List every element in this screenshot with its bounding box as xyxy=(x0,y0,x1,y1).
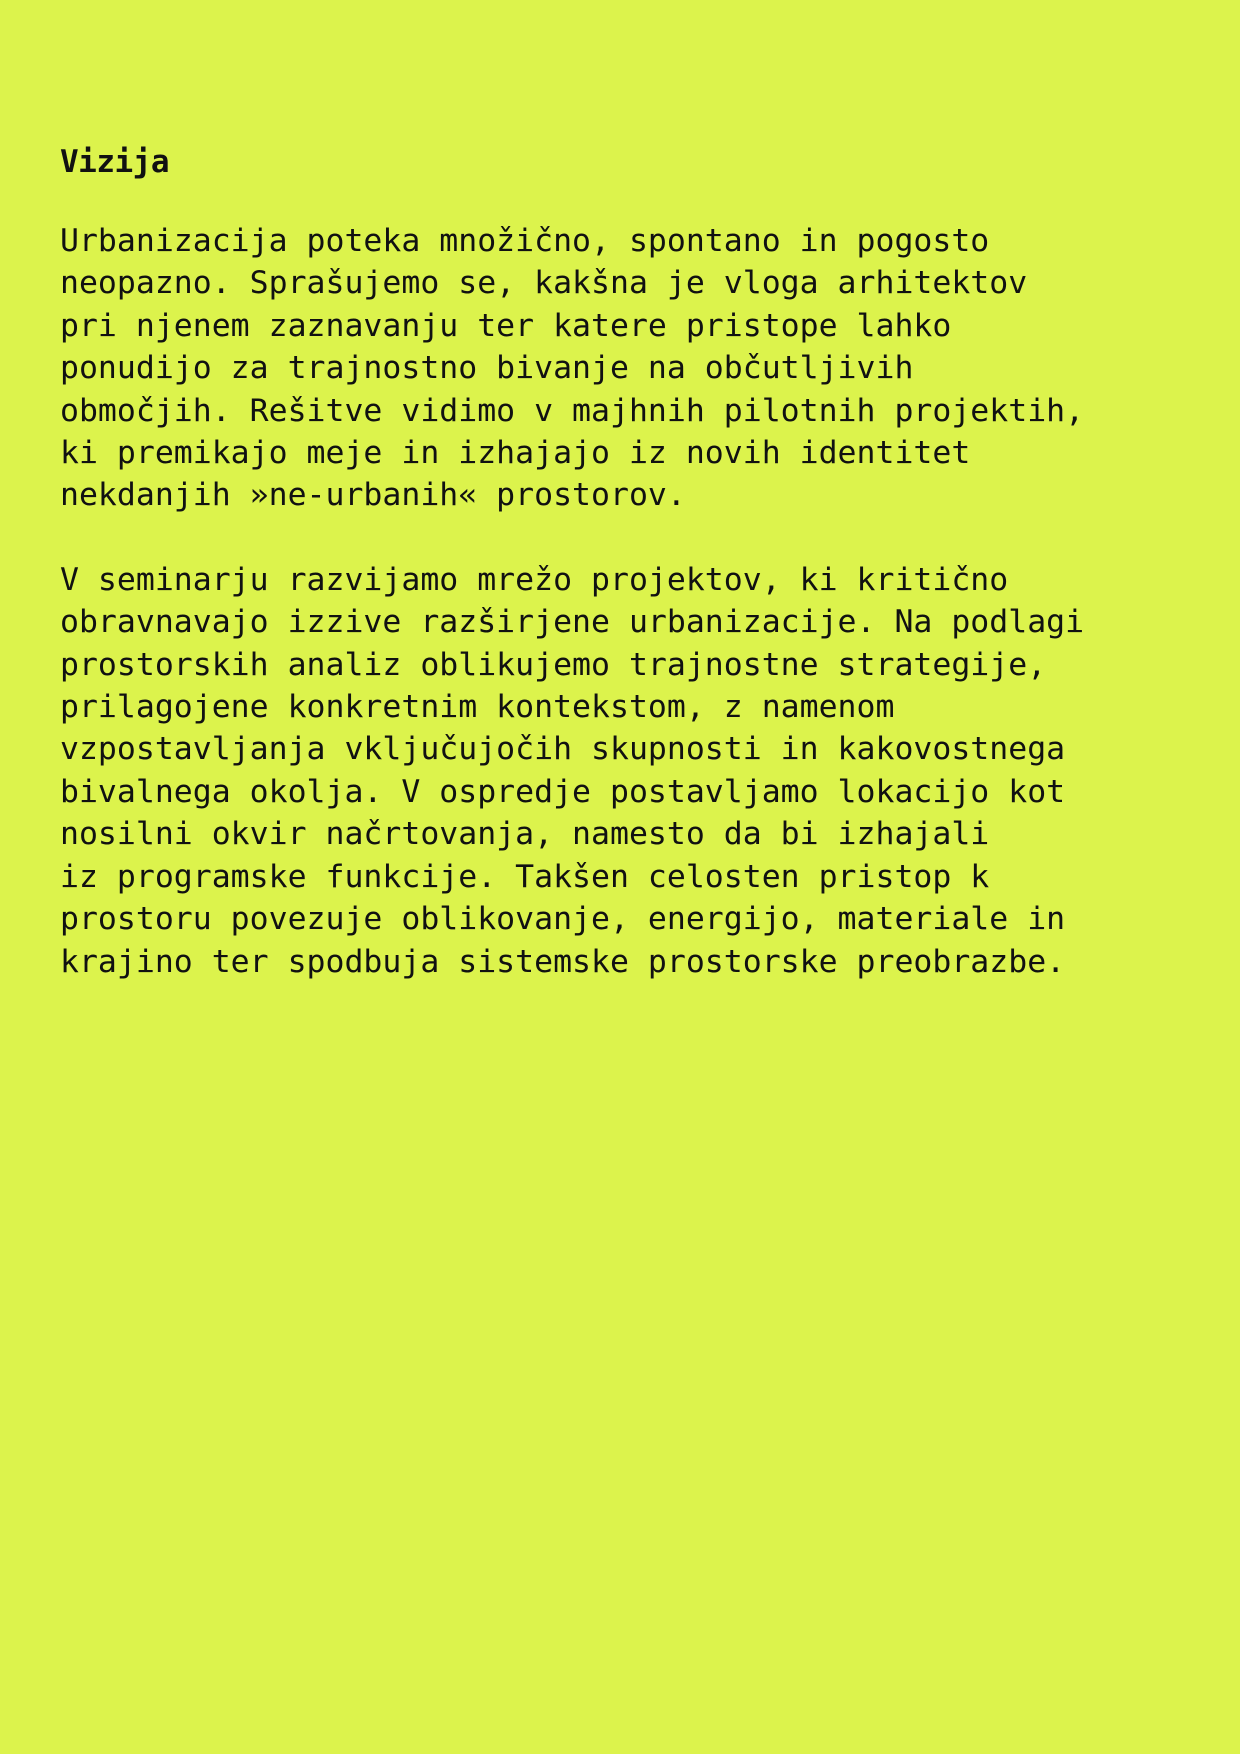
text-line: prilagojene konkretnim kontekstom, z namenom xyxy=(60,689,895,726)
text-line: vzpostavljanja vključujočih skupnosti in kakovostnega xyxy=(60,731,1066,768)
paragraph-seminar xyxy=(60,559,1210,983)
text-line: neopazno. Sprašujemo se, kakšna je vloga arhitektov xyxy=(60,265,1028,302)
text-line: Urbanizacija poteka množično, spontano in pogosto xyxy=(60,223,990,259)
text-line: območjih. Rešitve vidimo v majhnih pilotnih projektih, xyxy=(60,392,1085,429)
text-line: krajino ter spodbuja sistemske prostorske preobrazbe. xyxy=(60,943,1066,980)
text-line: pri njenem zaznavanju ter katere pristope lahko xyxy=(60,307,952,344)
text-line: prostoru povezuje oblikovanje, energijo, materiale in xyxy=(60,901,1066,938)
text-line: prostorskih analiz oblikujemo trajnostne strategije, xyxy=(60,646,1047,683)
text-line: nekdanjih »ne-urbanih« prostorov. xyxy=(60,477,686,514)
text-line: ponudijo za trajnostno bivanje na občutljivih xyxy=(60,350,914,387)
text-line: V seminarju razvijamo mrežo projektov, ki kritično xyxy=(60,561,1009,598)
text-line: obravnavajo izzive razširjene urbanizacije. Na podlagi xyxy=(60,604,1085,641)
text-line: nosilni okvir načrtovanja, namesto da bi izhajali xyxy=(60,816,990,853)
document-content xyxy=(60,140,1210,1025)
text-line: bivalnega okolja. V ospredje postavljamo lokacijo kot xyxy=(60,773,1066,810)
section-heading: Vizija xyxy=(60,144,169,180)
text-line: iz programske funkcije. Takšen celosten pristop k xyxy=(60,858,990,895)
paragraph-intro xyxy=(60,220,1210,517)
text-line: ki premikajo meje in izhajajo iz novih identitet xyxy=(60,435,971,472)
